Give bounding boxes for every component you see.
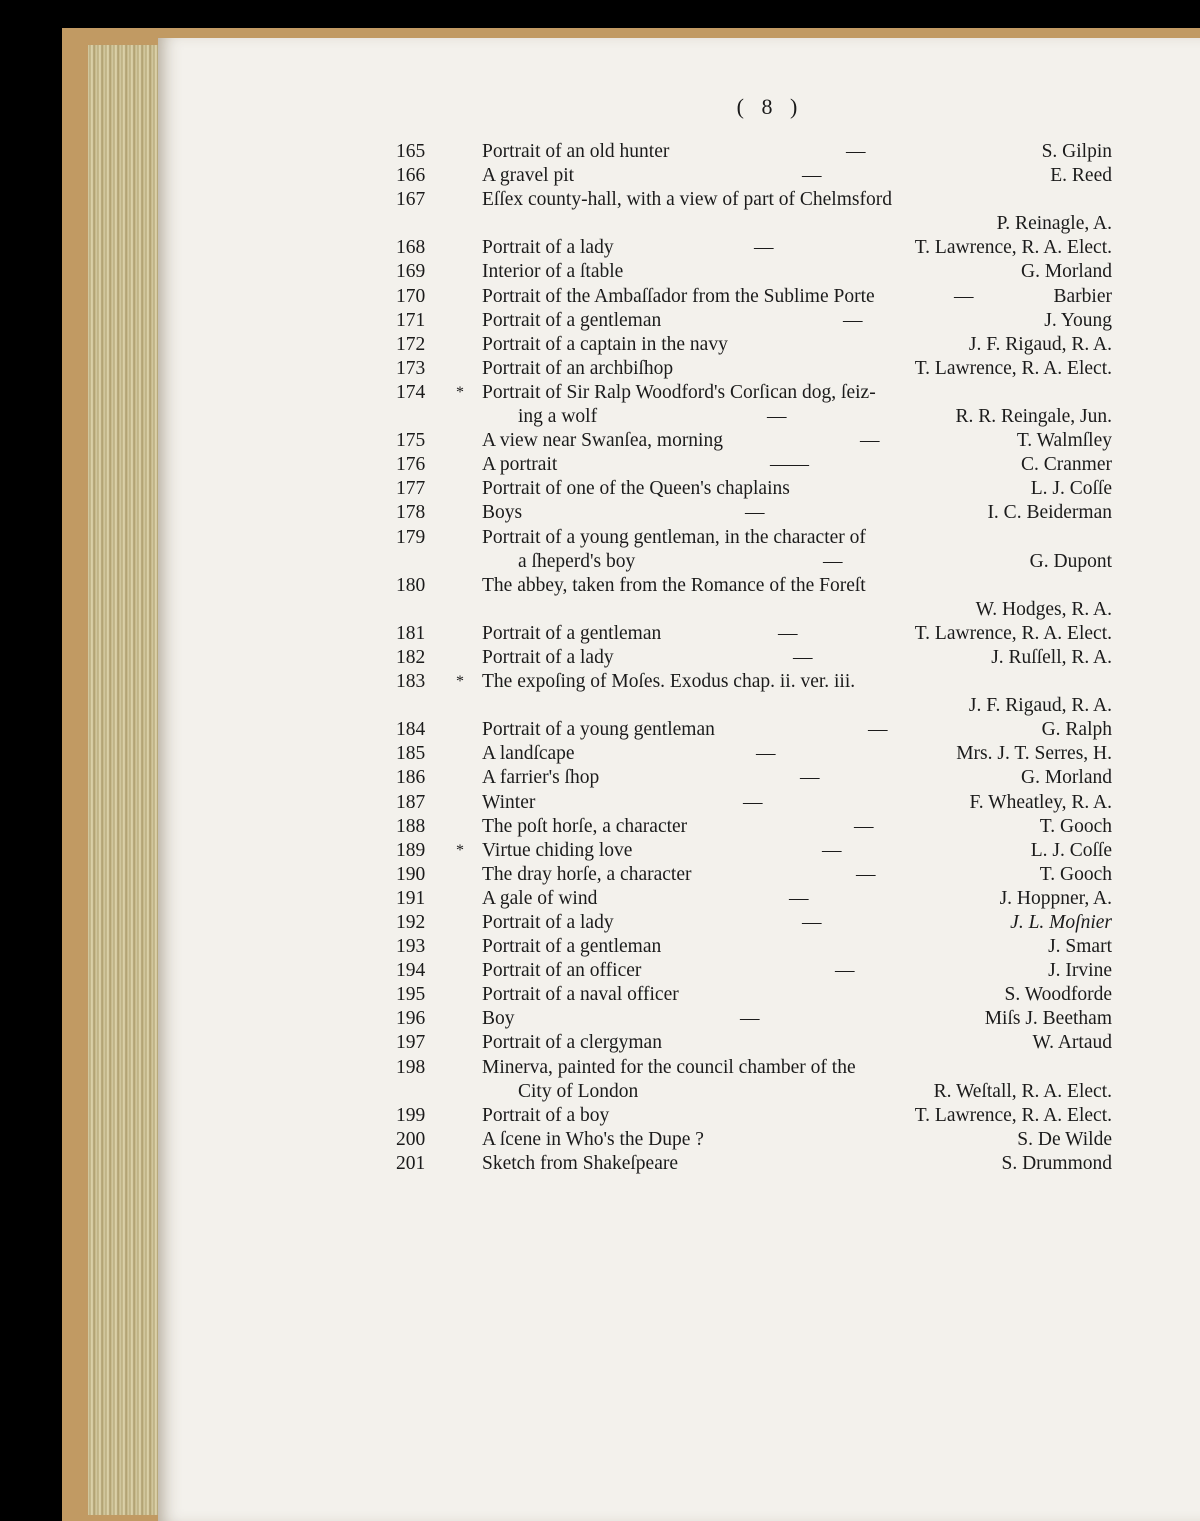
- artist-name: G. Morland: [1021, 767, 1112, 789]
- entry-number: 173: [396, 357, 426, 379]
- entry-number: 175: [396, 430, 426, 452]
- catalogue-entry: [396, 357, 1112, 381]
- separator-dash: —: [743, 791, 763, 813]
- entry-title: The abbey, taken from the Romance of the Foreſt: [482, 574, 866, 596]
- catalogue-entry: [396, 1056, 1112, 1080]
- entry-number: 189: [396, 839, 426, 861]
- entry-number: 177: [396, 478, 426, 500]
- entry-number: 178: [396, 502, 426, 524]
- entry-title: Portrait of an old hunter: [482, 141, 670, 162]
- catalogue-entry: [396, 1031, 1112, 1055]
- artist-name: R. R. Reingale, Jun.: [955, 406, 1112, 428]
- entry-number: 174: [396, 381, 426, 403]
- artist-name: T. Gooch: [1039, 815, 1112, 837]
- entry-number: 170: [396, 285, 426, 307]
- catalogue-entry: [396, 477, 1112, 501]
- artist-name: G. Morland: [1021, 261, 1112, 283]
- catalogue-entry: [396, 959, 1112, 983]
- entry-number: 186: [396, 767, 426, 789]
- asterisk-mark: *: [456, 383, 464, 401]
- catalogue-entry: [396, 1128, 1112, 1152]
- catalogue-entry: [396, 694, 1112, 718]
- separator-dash: —: [843, 309, 863, 331]
- entry-title: Portrait of Sir Ralp Woodford's Corſican dog, ſeiz-: [482, 381, 876, 403]
- entry-title: City of London: [518, 1080, 639, 1102]
- entry-title: Portrait of a lady: [482, 237, 614, 259]
- entry-title: Sketch from Shakeſpeare: [482, 1152, 679, 1174]
- catalogue-entry: [396, 333, 1112, 357]
- entry-number: 194: [396, 960, 426, 982]
- entry-title: The dray horſe, a character: [482, 863, 692, 885]
- separator-dash: —: [954, 285, 974, 307]
- artist-name: Barbier: [1053, 285, 1112, 307]
- catalogue-entry: [396, 887, 1112, 911]
- artist-name: W. Artaud: [1032, 1032, 1112, 1054]
- catalogue-entry: [396, 405, 1112, 429]
- catalogue-entry: [396, 815, 1112, 839]
- entry-title: Portrait of a captain in the navy: [482, 333, 728, 355]
- separator-dash: —: [860, 430, 880, 452]
- asterisk-mark: *: [456, 841, 464, 859]
- artist-name: J. F. Rigaud, R. A.: [968, 333, 1112, 355]
- entry-number: 187: [396, 791, 426, 813]
- artist-name: T. Walmſley: [1016, 430, 1112, 452]
- entry-number: 195: [396, 984, 426, 1006]
- separator-dash: —: [778, 622, 798, 644]
- entry-number: 167: [396, 189, 426, 211]
- artist-name: L. J. Coſſe: [1030, 839, 1112, 861]
- entry-number: 165: [396, 141, 426, 162]
- entry-title: Portrait of a lady: [482, 912, 614, 933]
- artist-name: Miſs J. Beetham: [984, 1008, 1112, 1030]
- separator-dash: —: [854, 815, 874, 837]
- catalogue-entry: [396, 1152, 1112, 1176]
- entry-title: Virtue chiding love: [482, 839, 633, 861]
- entry-title: A gravel pit: [482, 165, 575, 187]
- separator-dash: —: [754, 237, 774, 259]
- separator-dash: —: [835, 960, 855, 982]
- entry-number: 201: [396, 1152, 426, 1174]
- artist-name: S. Woodforde: [1004, 984, 1112, 1006]
- entry-number: 196: [396, 1008, 426, 1030]
- artist-name: Mrs. J. T. Serres, H.: [956, 743, 1112, 765]
- entry-number: 169: [396, 261, 426, 283]
- separator-dash: —: [846, 141, 866, 162]
- catalogue-entry: [396, 935, 1112, 959]
- entry-number: 184: [396, 719, 426, 741]
- separator-dash: —: [740, 1008, 760, 1030]
- catalogue-entry: [396, 429, 1112, 453]
- artist-name: S. Gilpin: [1041, 141, 1112, 162]
- entry-title: Interior of a ſtable: [482, 261, 624, 283]
- entry-title: The expoſing of Moſes. Exodus chap. ii. ver. iii.: [482, 671, 856, 693]
- entry-title: A portrait: [482, 454, 558, 476]
- catalogue-entry: [396, 381, 1112, 405]
- asterisk-mark: *: [456, 673, 464, 691]
- separator-dash: —: [793, 646, 813, 668]
- entry-title: Portrait of a lady: [482, 646, 614, 668]
- separator-dash: —: [856, 863, 876, 885]
- artist-name: T. Gooch: [1039, 863, 1112, 885]
- entry-number: 172: [396, 333, 426, 355]
- entry-number: 168: [396, 237, 426, 259]
- entry-number: 200: [396, 1128, 426, 1150]
- entry-number: 199: [396, 1104, 426, 1126]
- catalogue-entry: [396, 742, 1112, 766]
- page-edges: [88, 45, 168, 1515]
- catalogue-entry: [396, 550, 1112, 574]
- artist-name: L. J. Coſſe: [1030, 478, 1112, 500]
- entry-title: Portrait of a young gentleman: [482, 719, 715, 741]
- entry-number: 197: [396, 1032, 426, 1054]
- entry-number: 190: [396, 863, 426, 885]
- entry-title: Boys: [482, 502, 523, 524]
- catalogue-entry: [396, 983, 1112, 1007]
- catalogue-entry: [396, 285, 1112, 309]
- artist-name: J. Young: [1044, 309, 1112, 331]
- catalogue-entry: [396, 140, 1112, 164]
- artist-name: P. Reinagle, A.: [996, 213, 1112, 235]
- artist-name: R. Weſtall, R. A. Elect.: [933, 1080, 1112, 1102]
- artist-name: J. L. Moſnier: [1010, 912, 1112, 933]
- catalogue-entry: [396, 1007, 1112, 1031]
- entry-number: 191: [396, 887, 426, 909]
- entry-title: Portrait of a young gentleman, in the character of: [482, 526, 866, 548]
- artist-name: J. Smart: [1048, 936, 1112, 958]
- artist-name: C. Cranmer: [1021, 454, 1112, 476]
- artist-name: E. Reed: [1050, 165, 1112, 187]
- artist-name: J. Hoppner, A.: [999, 887, 1112, 909]
- catalogue-entries: [396, 140, 1112, 1176]
- artist-name: G. Ralph: [1041, 719, 1112, 741]
- catalogue-entry: [396, 1080, 1112, 1104]
- separator-dash: —: [822, 839, 842, 861]
- entry-title: Portrait of one of the Queen's chaplains: [482, 478, 790, 500]
- entry-title: Portrait of a gentleman: [482, 309, 662, 331]
- separator-dash: —: [789, 887, 809, 909]
- entry-title: Portrait of a clergyman: [482, 1032, 662, 1054]
- separator-dash: —: [823, 550, 843, 572]
- entry-title: The poſt horſe, a character: [482, 815, 688, 837]
- artist-name: J. Ruſſell, R. A.: [991, 646, 1112, 668]
- entry-title: Minerva, painted for the council chamber of the: [482, 1056, 856, 1078]
- entry-number: 188: [396, 815, 426, 837]
- separator-dash: —: [802, 912, 822, 933]
- entry-title: ing a wolf: [518, 406, 598, 428]
- entry-number: 185: [396, 743, 426, 765]
- artist-name: T. Lawrence, R. A. Elect.: [914, 237, 1112, 259]
- artist-name: S. De Wilde: [1017, 1128, 1112, 1150]
- catalogue-entry: [396, 646, 1112, 670]
- entry-number: 179: [396, 526, 426, 548]
- entry-title: A landſcape: [482, 743, 575, 765]
- artist-name: G. Dupont: [1029, 550, 1112, 572]
- catalogue-entry: [396, 622, 1112, 646]
- entry-number: 198: [396, 1056, 426, 1078]
- entry-title: A ſcene in Who's the Dupe ?: [482, 1128, 704, 1150]
- catalogue-entry: [396, 164, 1112, 188]
- artist-name: J. Irvine: [1048, 960, 1112, 982]
- entry-title: Eſſex county-hall, with a view of part of Chelmsford: [482, 189, 892, 211]
- artist-name: I. C. Beiderman: [987, 502, 1112, 524]
- entry-title: Portrait of an officer: [482, 960, 642, 982]
- page-number: ( 8 ): [736, 94, 804, 119]
- catalogue-entry: [396, 1104, 1112, 1128]
- entry-title: Portrait of a boy: [482, 1104, 610, 1126]
- catalogue-entry: [396, 911, 1112, 935]
- entry-title: Boy: [482, 1008, 515, 1030]
- entry-number: 171: [396, 309, 426, 331]
- entry-title: a ſheperd's boy: [518, 550, 636, 572]
- catalogue-entry: [396, 260, 1112, 284]
- catalogue-entry: [396, 839, 1112, 863]
- catalogue-entry: [396, 236, 1112, 260]
- entry-number: 182: [396, 646, 426, 668]
- artist-name: J. F. Rigaud, R. A.: [968, 695, 1112, 717]
- catalogue-entry: [396, 574, 1112, 598]
- catalogue-entry: [396, 598, 1112, 622]
- catalogue-entry: [396, 863, 1112, 887]
- catalogue-entry: [396, 526, 1112, 550]
- entry-number: 183: [396, 671, 426, 693]
- entry-number: 176: [396, 454, 426, 476]
- catalogue-entry: [396, 670, 1112, 694]
- entry-title: Winter: [482, 791, 536, 813]
- artist-name: T. Lawrence, R. A. Elect.: [914, 622, 1112, 644]
- entry-title: Portrait of the Ambaſſador from the Sublime Porte: [482, 285, 875, 307]
- catalogue-entry: [396, 453, 1112, 477]
- separator-dash: ——: [770, 454, 809, 476]
- entry-title: Portrait of an archbiſhop: [482, 357, 674, 379]
- entry-number: 166: [396, 165, 426, 187]
- entry-number: 180: [396, 574, 426, 596]
- catalogue-entry: [396, 501, 1112, 525]
- separator-dash: —: [756, 743, 776, 765]
- entry-number: 193: [396, 936, 426, 958]
- catalogue-entry: [396, 766, 1112, 790]
- artist-name: T. Lawrence, R. A. Elect.: [914, 1104, 1112, 1126]
- catalogue-entry: [396, 791, 1112, 815]
- entry-title: A farrier's ſhop: [482, 767, 600, 789]
- entry-title: Portrait of a naval officer: [482, 984, 679, 1006]
- artist-name: F. Wheatley, R. A.: [969, 791, 1112, 813]
- entry-number: 192: [396, 912, 426, 933]
- catalogue-entry: [396, 718, 1112, 742]
- catalogue-entry: [396, 188, 1112, 212]
- separator-dash: —: [868, 719, 888, 741]
- catalogue-entry: [396, 309, 1112, 333]
- entry-title: Portrait of a gentleman: [482, 622, 662, 644]
- artist-name: W. Hodges, R. A.: [975, 598, 1112, 620]
- entry-title: A gale of wind: [482, 887, 598, 909]
- entry-number: 181: [396, 622, 426, 644]
- artist-name: T. Lawrence, R. A. Elect.: [914, 357, 1112, 379]
- separator-dash: —: [767, 406, 787, 428]
- catalogue-entry: [396, 212, 1112, 236]
- entry-title: A view near Swanſea, morning: [482, 430, 723, 452]
- separator-dash: —: [745, 502, 765, 524]
- separator-dash: —: [802, 165, 822, 187]
- separator-dash: —: [800, 767, 820, 789]
- artist-name: S. Drummond: [1001, 1152, 1112, 1174]
- entry-title: Portrait of a gentleman: [482, 936, 662, 958]
